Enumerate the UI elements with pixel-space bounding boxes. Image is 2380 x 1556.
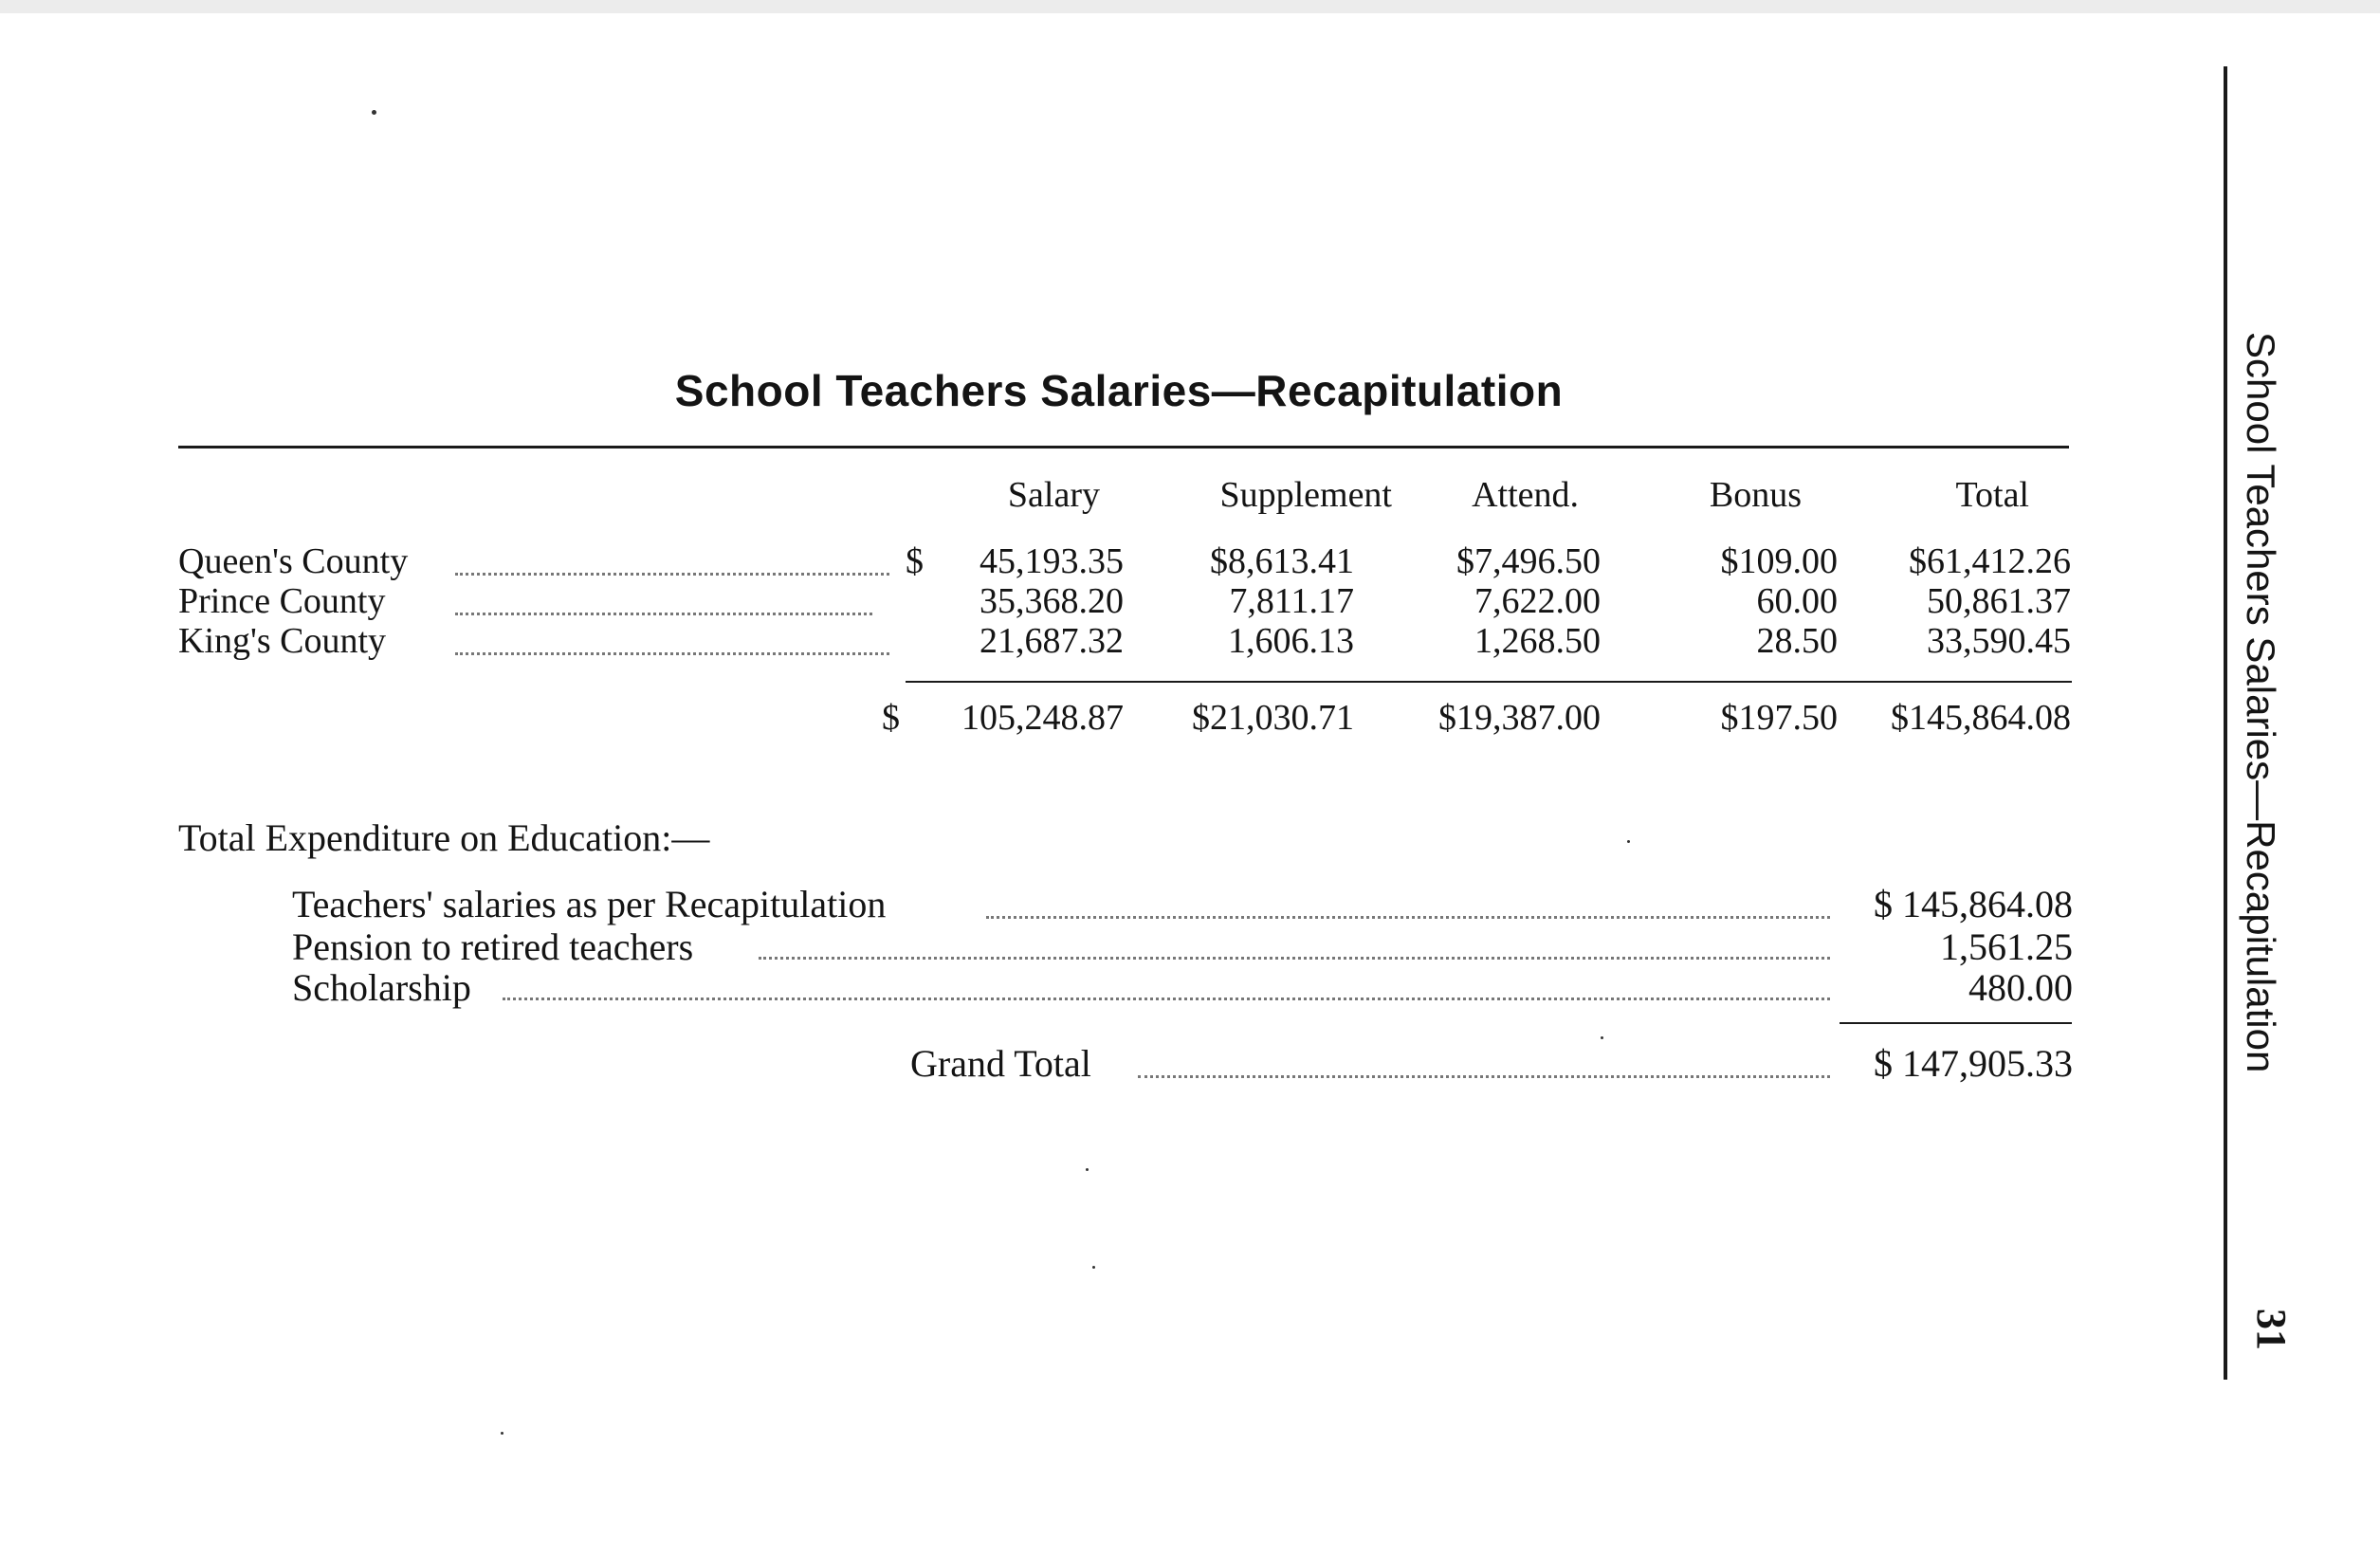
row-label-prince-county: Prince County xyxy=(178,581,386,621)
row-label-kings-county: King's County xyxy=(178,621,387,661)
grand-total-label: Grand Total xyxy=(910,1042,1091,1085)
grand-total-rule xyxy=(1840,1022,2072,1024)
totals-rule xyxy=(906,681,2072,683)
total-bonus: $197.50 xyxy=(1720,698,1838,738)
total-salary: 105,248.87 xyxy=(961,698,1124,738)
column-header-total: Total xyxy=(1955,475,2029,515)
cell-supplement: $8,613.41 xyxy=(1210,541,1354,581)
cell-salary: 45,193.35 xyxy=(979,541,1124,581)
row-leader xyxy=(455,613,872,615)
cell-bonus: $109.00 xyxy=(1720,541,1838,581)
page-number: 31 xyxy=(2248,1309,2295,1350)
cell-bonus: 60.00 xyxy=(1756,581,1838,621)
cell-supplement: 1,606.13 xyxy=(1228,621,1354,661)
cell-bonus: 28.50 xyxy=(1756,621,1838,661)
scan-speck xyxy=(1086,1168,1089,1171)
total-attend: $19,387.00 xyxy=(1438,698,1601,738)
cell-attend: 7,622.00 xyxy=(1474,581,1601,621)
cell-attend: 1,268.50 xyxy=(1474,621,1601,661)
scan-speck xyxy=(1627,840,1630,843)
dollar-sign: $ xyxy=(906,541,924,581)
scan-top-edge xyxy=(0,0,2380,13)
row-leader xyxy=(455,573,889,576)
total-total: $145,864.08 xyxy=(1891,698,2071,738)
expenditure-item-label: Teachers' salaries as per Recapitulation xyxy=(292,883,887,925)
scan-speck xyxy=(1092,1266,1095,1269)
cell-total: $61,412.26 xyxy=(1909,541,2071,581)
row-label-queens-county: Queen's County xyxy=(178,541,409,581)
expenditure-leader xyxy=(759,957,1830,960)
expenditure-leader xyxy=(503,998,1830,1000)
cell-supplement: 7,811.17 xyxy=(1229,581,1354,621)
expenditure-leader xyxy=(986,916,1830,919)
column-header-bonus: Bonus xyxy=(1709,475,1802,515)
scan-speck xyxy=(1601,1036,1603,1039)
cell-total: 33,590.45 xyxy=(1927,621,2071,661)
cell-attend: $7,496.50 xyxy=(1456,541,1601,581)
scan-speck xyxy=(501,1432,503,1435)
cell-total: 50,861.37 xyxy=(1927,581,2071,621)
column-header-salary: Salary xyxy=(1007,475,1100,515)
column-header-supplement: Supplement xyxy=(1219,475,1392,515)
totals-dollar-sign: $ xyxy=(882,698,900,738)
total-supplement: $21,030.71 xyxy=(1192,698,1354,738)
margin-rule xyxy=(2224,66,2227,1380)
grand-total-value: $ 147,905.33 xyxy=(1874,1042,2073,1085)
page-title: School Teachers Salaries—Recapitulation xyxy=(674,366,1564,415)
expenditure-item-label: Scholarship xyxy=(292,966,471,1009)
cell-salary: 21,687.32 xyxy=(979,621,1124,661)
row-leader xyxy=(455,652,889,655)
scan-speck xyxy=(372,110,376,115)
expenditure-item-value: $ 145,864.08 xyxy=(1874,883,2073,925)
expenditure-title: Total Expenditure on Education:— xyxy=(178,816,710,859)
cell-salary: 35,368.20 xyxy=(979,581,1124,621)
column-header-attend: Attend. xyxy=(1472,475,1579,515)
expenditure-item-value: 480.00 xyxy=(1968,966,2073,1009)
title-rule xyxy=(178,446,2069,448)
expenditure-item-value: 1,561.25 xyxy=(1940,925,2073,968)
grand-total-leader xyxy=(1138,1075,1830,1078)
expenditure-item-label: Pension to retired teachers xyxy=(292,925,694,968)
running-head: School Teachers Salaries—Recapitulation xyxy=(2239,332,2283,1073)
